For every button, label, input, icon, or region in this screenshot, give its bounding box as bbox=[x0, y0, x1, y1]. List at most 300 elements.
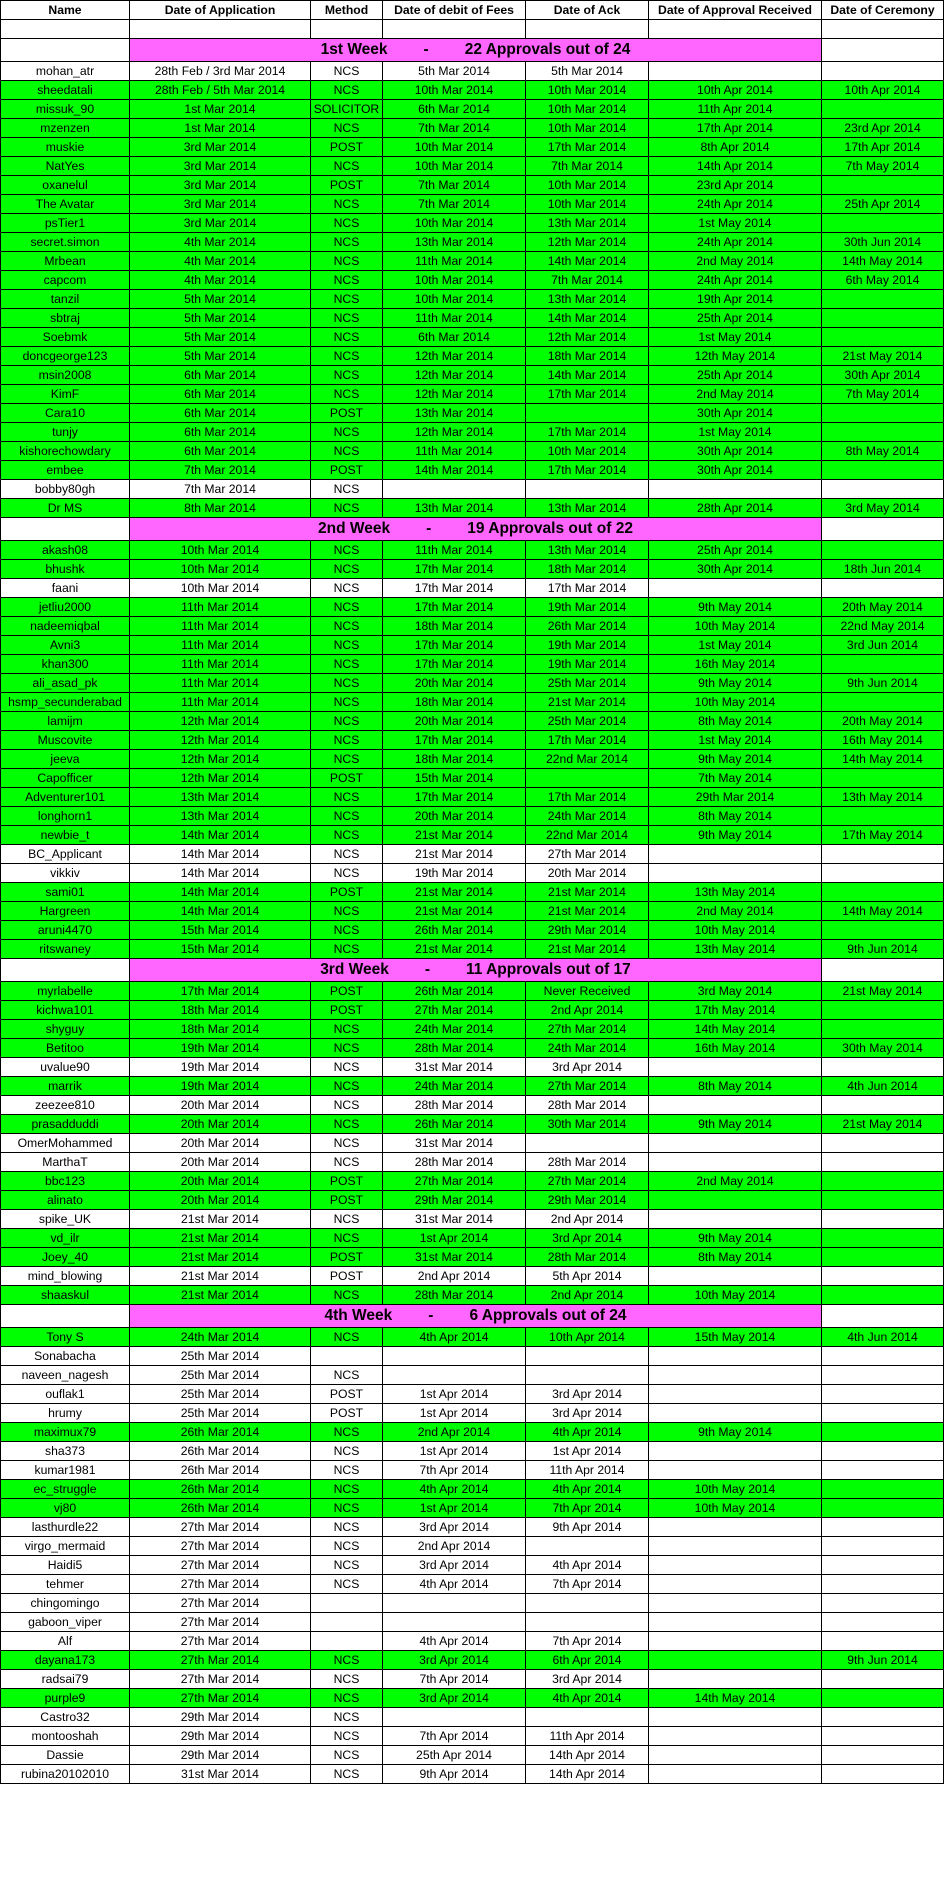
cell-date-of-ack: 14th Mar 2014 bbox=[526, 252, 649, 271]
sheet-body bbox=[1, 39, 944, 1784]
cell-date-of-application: 27th Mar 2014 bbox=[130, 1670, 311, 1689]
cell-name: Hargreen bbox=[1, 902, 130, 921]
cell-date-of-ack: 21st Mar 2014 bbox=[526, 902, 649, 921]
cell-date-of-application: 10th Mar 2014 bbox=[130, 560, 311, 579]
table-row bbox=[1, 309, 944, 328]
table-row bbox=[1, 119, 944, 138]
cell-date-of-debit: 6th Mar 2014 bbox=[383, 100, 526, 119]
cell-date-of-application: 26th Mar 2014 bbox=[130, 1442, 311, 1461]
cell-date-of-ceremony: 20th May 2014 bbox=[822, 712, 944, 731]
cell-date-of-ceremony: 14th May 2014 bbox=[822, 902, 944, 921]
cell-date-of-debit: 4th Apr 2014 bbox=[383, 1575, 526, 1594]
week-header-spacer bbox=[822, 518, 944, 541]
cell-name: Capofficer bbox=[1, 769, 130, 788]
cell-date-of-approval: 1st May 2014 bbox=[649, 731, 822, 750]
cell-name: mind_blowing bbox=[1, 1267, 130, 1286]
cell-method: NCS bbox=[311, 1556, 383, 1575]
week-header-band bbox=[130, 39, 822, 62]
cell-date-of-approval: 30th Apr 2014 bbox=[649, 442, 822, 461]
cell-name: muskie bbox=[1, 138, 130, 157]
cell-date-of-ack: 28th Mar 2014 bbox=[526, 1096, 649, 1115]
cell-method: NCS bbox=[311, 62, 383, 81]
cell-date-of-debit bbox=[383, 1613, 526, 1632]
cell-date-of-application: 21st Mar 2014 bbox=[130, 1210, 311, 1229]
cell-date-of-application: 3rd Mar 2014 bbox=[130, 138, 311, 157]
cell-date-of-application: 11th Mar 2014 bbox=[130, 655, 311, 674]
cell-name: alinato bbox=[1, 1191, 130, 1210]
cell-date-of-debit: 3rd Apr 2014 bbox=[383, 1556, 526, 1575]
cell-date-of-debit: 11th Mar 2014 bbox=[383, 252, 526, 271]
cell-date-of-ceremony bbox=[822, 1267, 944, 1286]
cell-method: NCS bbox=[311, 1670, 383, 1689]
cell-date-of-debit: 24th Mar 2014 bbox=[383, 1077, 526, 1096]
table-row bbox=[1, 214, 944, 233]
cell-date-of-debit: 1st Apr 2014 bbox=[383, 1385, 526, 1404]
cell-date-of-ack: 9th Apr 2014 bbox=[526, 1518, 649, 1537]
cell-date-of-application: 5th Mar 2014 bbox=[130, 347, 311, 366]
cell-name: hrumy bbox=[1, 1404, 130, 1423]
table-row bbox=[1, 845, 944, 864]
cell-method: NCS bbox=[311, 290, 383, 309]
cell-name: lasthurdle22 bbox=[1, 1518, 130, 1537]
cell-date-of-approval bbox=[649, 1210, 822, 1229]
col-date-of-ack: Date of Ack bbox=[526, 1, 649, 20]
cell-date-of-debit: 28th Mar 2014 bbox=[383, 1286, 526, 1305]
cell-date-of-application: 27th Mar 2014 bbox=[130, 1575, 311, 1594]
cell-date-of-ack: 14th Mar 2014 bbox=[526, 366, 649, 385]
cell-name: capcom bbox=[1, 271, 130, 290]
cell-date-of-approval: 3rd May 2014 bbox=[649, 982, 822, 1001]
cell-date-of-approval bbox=[649, 864, 822, 883]
table-row bbox=[1, 826, 944, 845]
cell-name: tanzil bbox=[1, 290, 130, 309]
cell-method: NCS bbox=[311, 499, 383, 518]
cell-date-of-application: 6th Mar 2014 bbox=[130, 366, 311, 385]
cell-date-of-application: 10th Mar 2014 bbox=[130, 541, 311, 560]
cell-name: rubina20102010 bbox=[1, 1765, 130, 1784]
cell-date-of-debit: 13th Mar 2014 bbox=[383, 404, 526, 423]
col-date-of-approval: Date of Approval Received bbox=[649, 1, 822, 20]
table-row bbox=[1, 750, 944, 769]
cell-date-of-debit: 31st Mar 2014 bbox=[383, 1134, 526, 1153]
cell-method: NCS bbox=[311, 1518, 383, 1537]
cell-date-of-application: 3rd Mar 2014 bbox=[130, 157, 311, 176]
cell-date-of-ceremony bbox=[822, 480, 944, 499]
table-row bbox=[1, 1651, 944, 1670]
column-header-row bbox=[1, 1, 944, 20]
cell-date-of-debit: 17th Mar 2014 bbox=[383, 579, 526, 598]
blank-cell bbox=[383, 20, 526, 39]
cell-date-of-ceremony bbox=[822, 1442, 944, 1461]
cell-name: Alf bbox=[1, 1632, 130, 1651]
table-row bbox=[1, 1039, 944, 1058]
col-method: Method bbox=[311, 1, 383, 20]
cell-date-of-approval: 13th May 2014 bbox=[649, 883, 822, 902]
cell-date-of-application: 27th Mar 2014 bbox=[130, 1594, 311, 1613]
cell-date-of-ceremony: 16th May 2014 bbox=[822, 731, 944, 750]
cell-date-of-application: 29th Mar 2014 bbox=[130, 1727, 311, 1746]
table-row bbox=[1, 1191, 944, 1210]
cell-date-of-approval: 10th May 2014 bbox=[649, 693, 822, 712]
cell-date-of-application: 4th Mar 2014 bbox=[130, 271, 311, 290]
cell-date-of-debit: 17th Mar 2014 bbox=[383, 788, 526, 807]
cell-date-of-debit: 2nd Apr 2014 bbox=[383, 1267, 526, 1286]
cell-name: shyguy bbox=[1, 1020, 130, 1039]
cell-date-of-ceremony bbox=[822, 1385, 944, 1404]
cell-date-of-approval: 23rd Apr 2014 bbox=[649, 176, 822, 195]
cell-date-of-ack: 10th Apr 2014 bbox=[526, 1328, 649, 1347]
cell-date-of-application: 8th Mar 2014 bbox=[130, 499, 311, 518]
cell-date-of-application: 4th Mar 2014 bbox=[130, 233, 311, 252]
cell-name: bobby80gh bbox=[1, 480, 130, 499]
cell-name: purple9 bbox=[1, 1689, 130, 1708]
cell-date-of-ceremony: 13th May 2014 bbox=[822, 788, 944, 807]
cell-name: newbie_t bbox=[1, 826, 130, 845]
cell-date-of-approval: 1st May 2014 bbox=[649, 328, 822, 347]
cell-date-of-ceremony: 3rd Jun 2014 bbox=[822, 636, 944, 655]
cell-date-of-ceremony: 9th Jun 2014 bbox=[822, 940, 944, 959]
cell-date-of-debit: 21st Mar 2014 bbox=[383, 902, 526, 921]
cell-date-of-debit: 11th Mar 2014 bbox=[383, 442, 526, 461]
cell-date-of-application: 14th Mar 2014 bbox=[130, 902, 311, 921]
cell-name: Cara10 bbox=[1, 404, 130, 423]
cell-date-of-approval bbox=[649, 1613, 822, 1632]
cell-date-of-application: 26th Mar 2014 bbox=[130, 1480, 311, 1499]
blank-cell bbox=[130, 20, 311, 39]
cell-date-of-debit: 1st Apr 2014 bbox=[383, 1229, 526, 1248]
cell-date-of-ceremony bbox=[822, 1461, 944, 1480]
table-row bbox=[1, 138, 944, 157]
cell-date-of-application: 14th Mar 2014 bbox=[130, 826, 311, 845]
week-title: 3rd Week bbox=[320, 961, 389, 978]
table-row bbox=[1, 1115, 944, 1134]
cell-date-of-approval: 15th May 2014 bbox=[649, 1328, 822, 1347]
cell-name: Dassie bbox=[1, 1746, 130, 1765]
table-row bbox=[1, 442, 944, 461]
week-header-spacer bbox=[1, 959, 130, 982]
cell-date-of-debit: 31st Mar 2014 bbox=[383, 1210, 526, 1229]
cell-date-of-ack: 21st Mar 2014 bbox=[526, 883, 649, 902]
cell-date-of-approval: 8th May 2014 bbox=[649, 1077, 822, 1096]
table-row bbox=[1, 1404, 944, 1423]
cell-date-of-debit: 13th Mar 2014 bbox=[383, 233, 526, 252]
cell-date-of-ceremony: 6th May 2014 bbox=[822, 271, 944, 290]
week-header-band bbox=[130, 959, 822, 982]
cell-date-of-ceremony: 10th Apr 2014 bbox=[822, 81, 944, 100]
cell-date-of-debit: 7th Apr 2014 bbox=[383, 1727, 526, 1746]
week-summary: 19 Approvals out of 22 bbox=[467, 520, 633, 537]
cell-date-of-application: 12th Mar 2014 bbox=[130, 731, 311, 750]
cell-date-of-ceremony bbox=[822, 769, 944, 788]
table-row bbox=[1, 1096, 944, 1115]
cell-date-of-approval: 8th May 2014 bbox=[649, 807, 822, 826]
cell-date-of-debit: 31st Mar 2014 bbox=[383, 1248, 526, 1267]
cell-date-of-approval: 2nd May 2014 bbox=[649, 1172, 822, 1191]
cell-date-of-application: 4th Mar 2014 bbox=[130, 252, 311, 271]
cell-date-of-approval bbox=[649, 480, 822, 499]
cell-date-of-ack: 21st Mar 2014 bbox=[526, 940, 649, 959]
cell-date-of-approval: 9th May 2014 bbox=[649, 674, 822, 693]
cell-date-of-debit: 5th Mar 2014 bbox=[383, 62, 526, 81]
cell-date-of-ack: 22nd Mar 2014 bbox=[526, 750, 649, 769]
cell-date-of-approval: 2nd May 2014 bbox=[649, 252, 822, 271]
table-row bbox=[1, 921, 944, 940]
cell-date-of-approval: 17th May 2014 bbox=[649, 1001, 822, 1020]
cell-date-of-debit: 20th Mar 2014 bbox=[383, 712, 526, 731]
table-row bbox=[1, 1556, 944, 1575]
week-header-spacer bbox=[1, 1305, 130, 1328]
cell-date-of-debit: 7th Mar 2014 bbox=[383, 119, 526, 138]
cell-date-of-application: 1st Mar 2014 bbox=[130, 119, 311, 138]
week-separator: - bbox=[423, 41, 429, 58]
table-row bbox=[1, 902, 944, 921]
cell-date-of-ceremony bbox=[822, 214, 944, 233]
table-row bbox=[1, 328, 944, 347]
cell-date-of-application: 14th Mar 2014 bbox=[130, 864, 311, 883]
cell-date-of-approval: 30th Apr 2014 bbox=[649, 461, 822, 480]
cell-name: kichwa101 bbox=[1, 1001, 130, 1020]
cell-date-of-debit: 28th Mar 2014 bbox=[383, 1153, 526, 1172]
cell-date-of-ceremony bbox=[822, 864, 944, 883]
cell-date-of-ceremony bbox=[822, 1172, 944, 1191]
cell-date-of-debit: 26th Mar 2014 bbox=[383, 921, 526, 940]
cell-method: NCS bbox=[311, 1134, 383, 1153]
week-header-spacer bbox=[822, 959, 944, 982]
cell-date-of-ack: 17th Mar 2014 bbox=[526, 731, 649, 750]
cell-date-of-approval: 10th May 2014 bbox=[649, 1480, 822, 1499]
cell-date-of-ack: 17th Mar 2014 bbox=[526, 788, 649, 807]
cell-date-of-approval bbox=[649, 579, 822, 598]
table-row bbox=[1, 1267, 944, 1286]
cell-date-of-approval: 9th May 2014 bbox=[649, 598, 822, 617]
cell-date-of-ceremony bbox=[822, 1153, 944, 1172]
cell-date-of-application: 3rd Mar 2014 bbox=[130, 195, 311, 214]
cell-date-of-approval bbox=[649, 1461, 822, 1480]
cell-date-of-ack: 10th Mar 2014 bbox=[526, 195, 649, 214]
cell-date-of-ceremony bbox=[822, 404, 944, 423]
cell-method: NCS bbox=[311, 195, 383, 214]
cell-date-of-application: 21st Mar 2014 bbox=[130, 1286, 311, 1305]
cell-date-of-debit: 21st Mar 2014 bbox=[383, 845, 526, 864]
table-row bbox=[1, 617, 944, 636]
cell-name: zeezee810 bbox=[1, 1096, 130, 1115]
cell-date-of-debit: 27th Mar 2014 bbox=[383, 1001, 526, 1020]
cell-method: NCS bbox=[311, 1423, 383, 1442]
cell-name: sami01 bbox=[1, 883, 130, 902]
cell-date-of-ack: 27th Mar 2014 bbox=[526, 845, 649, 864]
cell-name: virgo_mermaid bbox=[1, 1537, 130, 1556]
cell-date-of-approval bbox=[649, 1442, 822, 1461]
cell-date-of-debit: 3rd Apr 2014 bbox=[383, 1651, 526, 1670]
cell-method: NCS bbox=[311, 1077, 383, 1096]
table-row bbox=[1, 1020, 944, 1039]
cell-date-of-application: 12th Mar 2014 bbox=[130, 750, 311, 769]
table-row bbox=[1, 1172, 944, 1191]
cell-date-of-approval bbox=[649, 1404, 822, 1423]
cell-name: gaboon_viper bbox=[1, 1613, 130, 1632]
table-row bbox=[1, 1134, 944, 1153]
cell-date-of-ceremony bbox=[822, 100, 944, 119]
cell-date-of-ceremony bbox=[822, 176, 944, 195]
cell-date-of-ack: 29th Mar 2014 bbox=[526, 1191, 649, 1210]
cell-date-of-ceremony: 30th May 2014 bbox=[822, 1039, 944, 1058]
cell-date-of-ack: 2nd Apr 2014 bbox=[526, 1001, 649, 1020]
cell-date-of-ack: 22nd Mar 2014 bbox=[526, 826, 649, 845]
table-row bbox=[1, 499, 944, 518]
cell-date-of-application: 18th Mar 2014 bbox=[130, 1020, 311, 1039]
cell-date-of-application: 11th Mar 2014 bbox=[130, 636, 311, 655]
cell-method: NCS bbox=[311, 1442, 383, 1461]
cell-method: NCS bbox=[311, 1461, 383, 1480]
cell-method: NCS bbox=[311, 157, 383, 176]
cell-name: jeeva bbox=[1, 750, 130, 769]
table-row bbox=[1, 769, 944, 788]
cell-date-of-ceremony bbox=[822, 1689, 944, 1708]
cell-date-of-ack: 12th Mar 2014 bbox=[526, 328, 649, 347]
cell-name: NatYes bbox=[1, 157, 130, 176]
cell-date-of-approval: 24th Apr 2014 bbox=[649, 271, 822, 290]
cell-name: ritswaney bbox=[1, 940, 130, 959]
table-row bbox=[1, 1001, 944, 1020]
cell-date-of-ack: 4th Apr 2014 bbox=[526, 1689, 649, 1708]
cell-date-of-debit: 10th Mar 2014 bbox=[383, 138, 526, 157]
cell-date-of-ack: 13th Mar 2014 bbox=[526, 541, 649, 560]
week-summary: 22 Approvals out of 24 bbox=[464, 41, 631, 58]
cell-date-of-debit: 12th Mar 2014 bbox=[383, 347, 526, 366]
cell-date-of-approval bbox=[649, 1727, 822, 1746]
table-row bbox=[1, 1248, 944, 1267]
cell-method: NCS bbox=[311, 655, 383, 674]
cell-method bbox=[311, 1613, 383, 1632]
cell-name: Tony S bbox=[1, 1328, 130, 1347]
table-row bbox=[1, 385, 944, 404]
cell-method: NCS bbox=[311, 309, 383, 328]
cell-date-of-debit: 1st Apr 2014 bbox=[383, 1442, 526, 1461]
cell-date-of-ceremony: 14th May 2014 bbox=[822, 750, 944, 769]
cell-date-of-approval: 14th Apr 2014 bbox=[649, 157, 822, 176]
cell-date-of-ceremony: 4th Jun 2014 bbox=[822, 1328, 944, 1347]
table-row bbox=[1, 366, 944, 385]
table-row bbox=[1, 1518, 944, 1537]
cell-method: NCS bbox=[311, 750, 383, 769]
cell-name: mohan_atr bbox=[1, 62, 130, 81]
cell-method: NCS bbox=[311, 423, 383, 442]
cell-date-of-ack: 28th Mar 2014 bbox=[526, 1153, 649, 1172]
cell-date-of-debit: 10th Mar 2014 bbox=[383, 271, 526, 290]
table-row bbox=[1, 1689, 944, 1708]
col-name: Name bbox=[1, 1, 130, 20]
cell-date-of-ceremony: 21st May 2014 bbox=[822, 1115, 944, 1134]
cell-date-of-ack: 4th Apr 2014 bbox=[526, 1556, 649, 1575]
cell-method: NCS bbox=[311, 807, 383, 826]
table-row bbox=[1, 1575, 944, 1594]
cell-date-of-ack: Never Received bbox=[526, 982, 649, 1001]
week-summary: 6 Approvals out of 24 bbox=[469, 1307, 627, 1324]
cell-name: missuk_90 bbox=[1, 100, 130, 119]
cell-name: Betitoo bbox=[1, 1039, 130, 1058]
cell-name: maximux79 bbox=[1, 1423, 130, 1442]
cell-date-of-approval: 9th May 2014 bbox=[649, 826, 822, 845]
cell-name: OmerMohammed bbox=[1, 1134, 130, 1153]
cell-name: Castro32 bbox=[1, 1708, 130, 1727]
table-row bbox=[1, 1708, 944, 1727]
cell-date-of-approval: 8th May 2014 bbox=[649, 1248, 822, 1267]
cell-date-of-approval: 25th Apr 2014 bbox=[649, 366, 822, 385]
cell-date-of-ack: 10th Mar 2014 bbox=[526, 176, 649, 195]
cell-date-of-debit: 13th Mar 2014 bbox=[383, 499, 526, 518]
cell-date-of-approval bbox=[649, 1134, 822, 1153]
table-row bbox=[1, 423, 944, 442]
cell-date-of-ceremony bbox=[822, 1556, 944, 1575]
week-header-spacer bbox=[822, 39, 944, 62]
cell-date-of-ceremony bbox=[822, 1613, 944, 1632]
cell-date-of-application: 15th Mar 2014 bbox=[130, 921, 311, 940]
table-row bbox=[1, 1286, 944, 1305]
cell-date-of-application: 6th Mar 2014 bbox=[130, 423, 311, 442]
cell-date-of-ack: 18th Mar 2014 bbox=[526, 560, 649, 579]
cell-date-of-application: 14th Mar 2014 bbox=[130, 845, 311, 864]
cell-date-of-ack: 6th Apr 2014 bbox=[526, 1651, 649, 1670]
cell-method: NCS bbox=[311, 1366, 383, 1385]
cell-date-of-ceremony bbox=[822, 62, 944, 81]
cell-date-of-debit: 25th Apr 2014 bbox=[383, 1746, 526, 1765]
cell-name: longhorn1 bbox=[1, 807, 130, 826]
cell-name: radsai79 bbox=[1, 1670, 130, 1689]
week-separator: - bbox=[428, 1307, 434, 1324]
cell-date-of-ack: 1st Apr 2014 bbox=[526, 1442, 649, 1461]
table-row bbox=[1, 252, 944, 271]
cell-date-of-application: 26th Mar 2014 bbox=[130, 1499, 311, 1518]
cell-method: SOLICITOR bbox=[311, 100, 383, 119]
cell-date-of-application: 25th Mar 2014 bbox=[130, 1404, 311, 1423]
cell-name: lamijm bbox=[1, 712, 130, 731]
cell-date-of-debit: 7th Mar 2014 bbox=[383, 176, 526, 195]
cell-date-of-debit: 12th Mar 2014 bbox=[383, 423, 526, 442]
cell-date-of-ack: 12th Mar 2014 bbox=[526, 233, 649, 252]
table-row bbox=[1, 731, 944, 750]
cell-method: NCS bbox=[311, 271, 383, 290]
cell-date-of-approval: 9th May 2014 bbox=[649, 1229, 822, 1248]
cell-date-of-ack: 11th Apr 2014 bbox=[526, 1727, 649, 1746]
cell-date-of-approval: 9th May 2014 bbox=[649, 750, 822, 769]
cell-date-of-ceremony bbox=[822, 461, 944, 480]
cell-date-of-ack: 25th Mar 2014 bbox=[526, 712, 649, 731]
cell-date-of-approval bbox=[649, 1191, 822, 1210]
week-header-spacer bbox=[822, 1305, 944, 1328]
cell-name: tehmer bbox=[1, 1575, 130, 1594]
cell-date-of-ceremony: 3rd May 2014 bbox=[822, 499, 944, 518]
cell-date-of-approval: 16th May 2014 bbox=[649, 655, 822, 674]
cell-date-of-ack: 17th Mar 2014 bbox=[526, 385, 649, 404]
cell-date-of-ceremony bbox=[822, 309, 944, 328]
col-date-of-application: Date of Application bbox=[130, 1, 311, 20]
table-row bbox=[1, 712, 944, 731]
table-row bbox=[1, 271, 944, 290]
cell-date-of-ack: 24th Mar 2014 bbox=[526, 1039, 649, 1058]
table-row bbox=[1, 1727, 944, 1746]
cell-date-of-application: 27th Mar 2014 bbox=[130, 1632, 311, 1651]
cell-name: MarthaT bbox=[1, 1153, 130, 1172]
cell-method: NCS bbox=[311, 541, 383, 560]
cell-date-of-ack: 28th Mar 2014 bbox=[526, 1248, 649, 1267]
cell-date-of-application: 20th Mar 2014 bbox=[130, 1172, 311, 1191]
cell-date-of-debit: 12th Mar 2014 bbox=[383, 385, 526, 404]
cell-date-of-ack: 7th Mar 2014 bbox=[526, 157, 649, 176]
cell-date-of-approval bbox=[649, 62, 822, 81]
cell-date-of-ceremony bbox=[822, 1229, 944, 1248]
cell-date-of-application: 6th Mar 2014 bbox=[130, 442, 311, 461]
cell-date-of-ack: 19th Mar 2014 bbox=[526, 655, 649, 674]
